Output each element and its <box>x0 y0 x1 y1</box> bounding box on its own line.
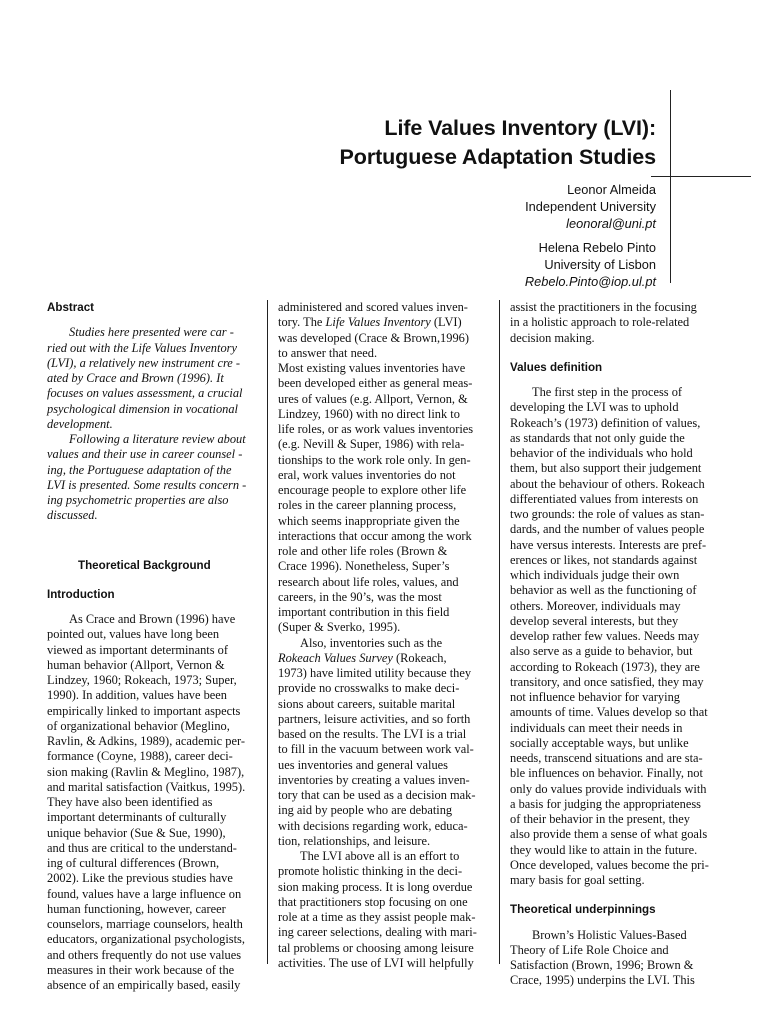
text-line: ues inventories and general values <box>278 757 448 772</box>
text-line: human behavior (Allport, Vernon & <box>47 657 225 672</box>
text-line: activities. The use of LVI will helpfully <box>278 955 474 970</box>
text-line: encourage people to explore other life <box>278 483 467 497</box>
text-line: As Crace and Brown (1996) have <box>69 612 236 626</box>
text-line: tion, relationships, and leisure. <box>278 833 431 848</box>
text-line: inventories by creating a values inven- <box>278 772 470 787</box>
text-line: focuses on values assessment, a crucial <box>47 386 243 401</box>
text-line: Ravlin, & Adkins, 1989), academic per- <box>47 734 245 748</box>
text-line: Also, inventories such as the <box>300 635 443 650</box>
column-divider-2 <box>499 300 500 964</box>
text-line: tory that can be used as a decision mak- <box>278 788 476 802</box>
text-line: ing, the Portuguese adaptation of the <box>47 462 232 477</box>
text-line: socially acceptable ways, but unlike <box>510 735 689 750</box>
text-line: about the behaviour of others. Rokeach <box>510 476 705 491</box>
text-line: not influence behavior for varying <box>510 690 680 704</box>
abstract-heading: Abstract <box>47 301 95 314</box>
text-line: psychological dimension in vocational <box>47 401 238 416</box>
text-line: dards, and the number of values people <box>510 522 705 537</box>
text-line: erences or likes, not standards against <box>510 552 698 567</box>
text-line: LVI is presented. Some results concern - <box>47 477 247 492</box>
text-line: development. <box>47 416 113 431</box>
text-line: research about life roles, values, and <box>278 574 459 589</box>
text-line: that practitioners stop focusing on one <box>278 894 468 909</box>
text-line: tal problems or choosing among leisure <box>278 940 474 955</box>
text-line: Crace, 1995) underpins the LVI. This <box>510 973 695 988</box>
text-line: assist the practitioners in the focusing <box>510 300 697 314</box>
text-line: absence of an empirically based, easily <box>47 978 241 992</box>
text-line: unique behavior (Sue & Sue, 1990), <box>47 825 226 840</box>
text-line: counselors, marriage counselors, health <box>47 917 243 931</box>
text-line: Once developed, values become the pri- <box>510 857 709 872</box>
text-line: eral, work values inventories do not <box>278 467 456 482</box>
text-line: which seems inappropriate given the <box>278 513 460 528</box>
text-line: roles in the career planning process, <box>278 498 457 513</box>
text-line: behavior as well as the functioning of <box>510 583 697 598</box>
text-line: empirically linked to important aspects <box>47 703 241 718</box>
values-definition-heading: Values definition <box>510 360 603 374</box>
title-line-2: Portuguese Adaptation Studies <box>339 145 656 169</box>
text-line: educators, organizational psychologists, <box>47 932 245 947</box>
text-line: 1990). In addition, values have been <box>47 688 227 703</box>
text-line: The LVI above all is an effort to <box>300 849 460 863</box>
text-line: behavior of the individuals who hold <box>510 446 693 460</box>
text-line: differentiated values from interests on <box>510 491 699 506</box>
text-line: life roles, or as work values inventories <box>278 422 474 436</box>
text-line: They have also been identified as <box>47 795 213 809</box>
theoretical-underpinnings-heading: Theoretical underpinnings <box>510 903 656 917</box>
text-line: viewed as important determinants of <box>47 642 228 657</box>
text-line: Satisfaction (Brown, 1996; Brown & <box>510 958 694 972</box>
column-2 <box>278 300 488 971</box>
text-line <box>278 651 488 666</box>
text-line: sion making process. It is long overdue <box>278 879 473 894</box>
column-divider-1 <box>267 300 268 964</box>
text-line: Theory of Life Role Choice and <box>510 942 669 957</box>
paper-title <box>250 114 656 172</box>
text-line: discussed. <box>47 508 98 523</box>
text-line <box>278 315 488 330</box>
text-line: partners, leisure activities, and so forth <box>278 711 471 726</box>
text-line: ing aid by people who are debating <box>278 803 453 818</box>
text-line: with decisions regarding work, educa- <box>278 818 468 833</box>
text-line: according to Rokeach (1973), they are <box>510 659 700 674</box>
text-line: and thus are critical to the understand- <box>47 840 237 855</box>
text-line: human functioning, however, career <box>47 901 226 916</box>
author-block-2 <box>400 239 656 290</box>
text-line: needs, transcend situations and are sta- <box>510 751 703 765</box>
author-email[interactable]: leonoral@uni.pt <box>566 216 656 231</box>
text-line: Following a literature review about <box>69 432 246 446</box>
text-line: as standards that not only guide the <box>510 430 685 445</box>
text-line: been developed either as general meas- <box>278 376 473 391</box>
text-line: sion making (Ravlin & Meglino, 1987), <box>47 764 245 779</box>
text-span: tory. The <box>278 315 326 330</box>
text-line: ated by Crace and Brown (1996). It <box>47 371 224 385</box>
text-line: role at a time as they assist people mak- <box>278 910 476 924</box>
text-line: pointed out, values have long been <box>47 627 220 642</box>
text-line: administered and scored values inven- <box>278 300 468 314</box>
text-line: Brown’s Holistic Values-Based <box>532 927 687 942</box>
text-line: and others frequently do not use values <box>47 947 242 962</box>
text-line: individuals can meet their needs in <box>510 720 683 735</box>
introduction-text <box>47 612 256 993</box>
text-line: sions about careers, suitable marital <box>278 696 456 711</box>
author-block-1 <box>400 181 656 232</box>
text-line: Lindzey, 1960; Rokeach, 1973; Super, <box>47 673 237 687</box>
text-line: two grounds: the role of values as stan- <box>510 507 705 521</box>
text-line: formance (Coyne, 1988), career deci- <box>47 749 233 764</box>
title-horizontal-rule <box>651 176 751 177</box>
text-line: (Super & Sverko, 1995). <box>278 620 401 635</box>
text-line: developing the LVI was to uphold <box>510 400 679 415</box>
text-line: a basis for judging the appropriateness <box>510 796 701 811</box>
text-line: interactions that occur among the work <box>278 528 472 543</box>
text-line: (LVI), a relatively new instrument cre - <box>47 355 241 370</box>
text-line: decision making. <box>510 330 595 345</box>
text-span: (LVI) <box>430 315 462 330</box>
text-line: others. Moreover, individuals may <box>510 598 681 613</box>
author-affiliation: University of Lisbon <box>544 257 656 272</box>
text-line: ures of values (e.g. Allport, Vernon, & <box>278 391 468 406</box>
column-3 <box>510 300 720 989</box>
text-line: 1973) have limited utility because they <box>278 666 472 680</box>
text-line: mary basis for goal setting. <box>510 873 645 887</box>
text-line: to answer that need. <box>278 345 378 360</box>
text-line: of organizational behavior (Meglino, <box>47 718 230 733</box>
text-line: transitory, and once satisfied, they may <box>510 674 704 689</box>
text-line: tionships to the work role only. In gen- <box>278 452 471 467</box>
text-line: 2002). Like the previous studies have <box>47 871 233 886</box>
rokeach-survey-italic: Rokeach Values Survey <box>278 650 393 665</box>
text-line: ing psychometric properties are also <box>47 493 229 507</box>
text-line: role and other life roles (Brown & <box>278 544 448 558</box>
text-line: also serve as a guide to behavior, but <box>510 644 693 659</box>
author-name: Helena Rebelo Pinto <box>538 240 656 255</box>
title-vertical-rule <box>670 90 671 283</box>
text-line: careers, in the 90’s, was the most <box>278 589 442 604</box>
text-line: develop rather few values. Needs may <box>510 629 700 643</box>
text-line: Studies here presented were car - <box>69 325 234 340</box>
lvi-title-italic: Life Values Inventory <box>325 315 431 330</box>
text-line: promote holistic thinking in the deci- <box>278 864 463 879</box>
text-line: which individuals judge their own <box>510 568 680 582</box>
text-line: develop several interests, but they <box>510 613 679 628</box>
section-heading: Theoretical Background <box>78 558 211 572</box>
text-line: ble influences on behavior. Finally, not <box>510 766 703 781</box>
text-line: in a holistic approach to role-related <box>510 315 690 330</box>
text-line: values and their use in career counsel - <box>47 447 243 462</box>
text-span: (Rokeach, <box>392 650 447 665</box>
introduction-heading: Introduction <box>47 587 115 601</box>
text-line: Lindzey, 1960) with no direct link to <box>278 406 460 421</box>
text-line: amounts of time. Values develop so that <box>510 705 708 720</box>
text-line: ing career selections, dealing with mari- <box>278 925 477 940</box>
text-line: Rokeach’s (1973) definition of values, <box>510 415 701 430</box>
text-line: The first step in the process of <box>532 385 683 399</box>
text-line: (e.g. Nevill & Super, 1986) with rela- <box>278 437 465 452</box>
text-line: them, but also support their judgement <box>510 461 702 476</box>
text-line: only do values provide individuals with <box>510 781 707 796</box>
author-name: Leonor Almeida <box>567 182 656 197</box>
text-line: Crace 1996). Nonetheless, Super’s <box>278 559 450 574</box>
text-line: they would like to attain in the future. <box>510 842 698 857</box>
abstract-text <box>47 325 256 523</box>
author-affiliation: Independent University <box>525 199 656 214</box>
text-line: ried out with the Life Values Inventory <box>47 340 237 355</box>
author-email[interactable]: Rebelo.Pinto@iop.ul.pt <box>524 274 656 289</box>
text-line: of their behavior in the present, they <box>510 812 690 826</box>
text-line: measures in their work because of the <box>47 962 235 977</box>
text-line: provide no crosswalks to make deci- <box>278 681 460 696</box>
text-line: ing of cultural differences (Brown, <box>47 856 220 870</box>
text-line: and marital satisfaction (Vaitkus, 1995). <box>47 779 246 794</box>
text-line: have versus interests. Interests are pref- <box>510 537 707 552</box>
text-line: to fill in the vacuum between work val- <box>278 742 474 757</box>
text-line: important determinants of culturally <box>47 810 227 825</box>
text-line: was developed (Crace & Brown,1996) <box>278 330 469 345</box>
text-line: Most existing values inventories have <box>278 361 466 375</box>
text-line: also provide them a sense of what goals <box>510 827 708 842</box>
column-1 <box>47 300 256 993</box>
text-line: important contribution in this field <box>278 605 450 619</box>
text-line: found, values have a large influence on <box>47 886 242 901</box>
title-line-1: Life Values Inventory (LVI): <box>384 116 656 140</box>
text-line: based on the results. The LVI is a trial <box>278 727 467 741</box>
